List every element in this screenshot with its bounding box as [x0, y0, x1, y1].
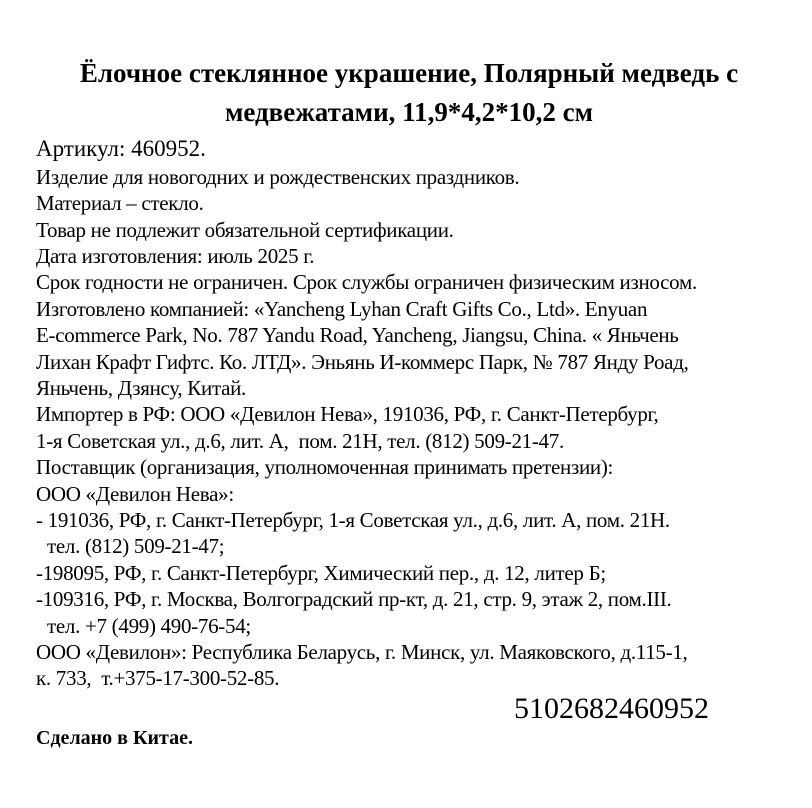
barcode-number: 5102682460952 [514, 691, 709, 725]
supplier-phone-line: тел. (812) 509-21-47; [47, 534, 225, 559]
importer-line: 1-я Советская ул., д.6, лит. А, пом. 21Н, тел. (812) 509-21-47. [36, 428, 564, 453]
importer-line: Импортер в РФ: ООО «Девилон Нева», 191036, РФ, г. Санкт-Петербург, [36, 402, 659, 427]
supplier-address-line: -109316, РФ, г. Москва, Волгоградский пр-кт, д. 21, стр. 9, этаж 2, пом.III. [36, 587, 672, 612]
info-line-certification: Товар не подлежит обязательной сертификации. [36, 217, 454, 242]
supplier-company-line: ООО «Девилон Нева»: [36, 481, 234, 506]
manufacturer-line: Изготовлено компанией: «Yancheng Lyhan Craft Gifts Co., Ltd». Enyuan [36, 296, 648, 321]
article-number: Артикул: 460952. [36, 135, 206, 161]
label-info-block [36, 164, 788, 692]
info-line-purpose: Изделие для новогодних и рождественских праздников. [36, 164, 520, 189]
info-line-shelf-life: Срок годности не ограничен. Срок службы ограничен физическим износом. [36, 270, 697, 295]
info-line-production-date: Дата изготовления: июль 2025 г. [36, 243, 315, 268]
belarus-supplier-line: к. 733, т.+375-17-300-52-85. [36, 666, 280, 691]
product-title: Ёлочное стеклянное украшение, Полярный медведь с медвежатами, 11,9*4,2*10,2 см [79, 58, 739, 127]
belarus-supplier-line: ООО «Девилон»: Республика Беларусь, г. Минск, ул. Маяковского, д.115-1, [36, 640, 688, 665]
supplier-address-line: - 191036, РФ, г. Санкт-Петербург, 1-я Советская ул., д.6, лит. А, пом. 21Н. [36, 508, 670, 533]
manufacturer-line: Яньчень, Дзянсу, Китай. [36, 376, 246, 400]
manufacturer-line: Лихан Крафт Гифтс. Ко. ЛТД». Эньянь И-коммерс Парк, № 787 Янду Роад, [36, 349, 689, 374]
manufacturer-line: E-commerce Park, No. 787 Yandu Road, Yancheng, Jiangsu, China. « Яньчень [36, 323, 679, 348]
info-line-material: Материал – стекло. [36, 191, 204, 216]
supplier-heading-line: Поставщик (организация, уполномоченная принимать претензии): [36, 455, 614, 480]
supplier-address-line: -198095, РФ, г. Санкт-Петербург, Химический пер., д. 12, литер Б; [36, 560, 606, 585]
made-in-label: Сделано в Китае. [36, 726, 193, 749]
supplier-phone-line: тел. +7 (499) 490-76-54; [47, 613, 251, 638]
